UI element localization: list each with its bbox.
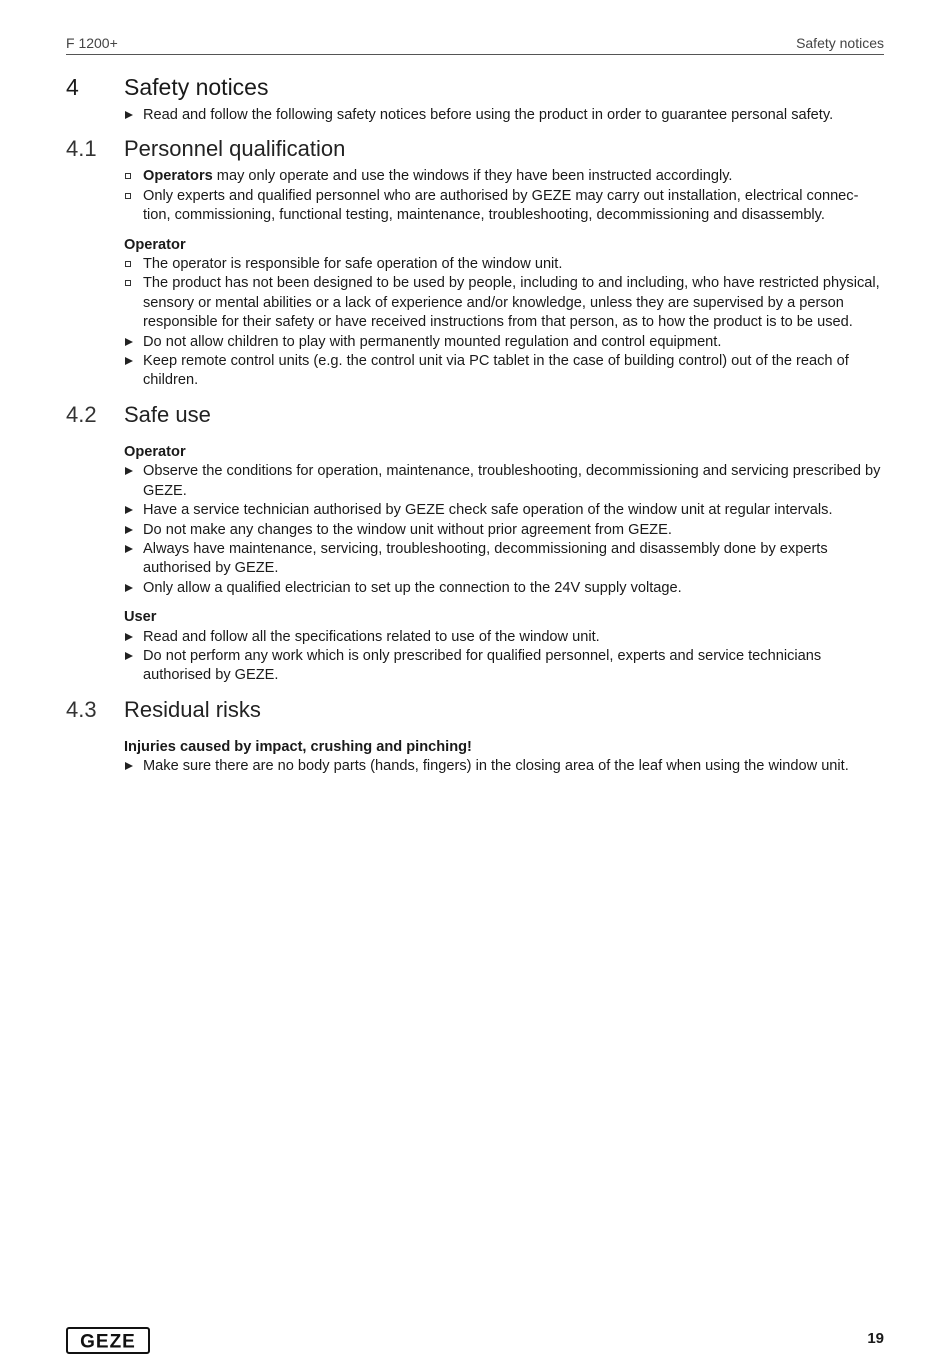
subsection-number: 4.1 [66,136,97,162]
list-item: Read and follow all the specifications related to use of the window unit. [124,628,886,647]
section-heading [66,72,886,106]
list-item: The operator is responsible for safe operation of the window unit. [124,255,886,274]
list-item: Keep remote control units (e.g. the control unit via PC tablet in the case of building control) out of the reach of children. [124,352,886,391]
list-item: The product has not been designed to be used by people, including to and including, who have restricted physical, sensory or mental abilities or a lack of experience and/or knowledge, unless they are supervised by a person responsible for their safety or have received instructions from that person, as to how the product is to be used. [124,274,886,332]
list-item: Always have maintenance, servicing, troubleshooting, decommissioning and disassembly done by experts authorised by GEZE. [124,540,886,579]
list-item: Only experts and qualified personnel who are authorised by GEZE may carry out installation, electrical connec- tion, commissioning, functional testing, maintenance, troubleshooting, decommissioning and disassembly. [124,187,886,226]
subsection-title: Personnel qualification [124,136,346,162]
list-item [124,167,886,186]
subsection-title: Residual risks [124,696,261,722]
section-number: 4 [66,74,79,100]
document-name: F 1200+ [66,35,118,51]
subsection-heading-4-1 [66,135,886,167]
subsection-title: Safe use [124,401,211,427]
subsection-heading-4-3 [66,696,886,728]
chapter-name: Safety notices [796,35,884,51]
subsection-body-4-1 [66,167,886,390]
subsection-body-4-2 [66,443,886,686]
list-item: Do not make any changes to the window unit without prior agreement from GEZE. [124,521,886,540]
list-item: Do not perform any work which is only prescribed for qualified personnel, experts and service technicians authorised by GEZE. [124,647,886,686]
logo-text: GEZE [80,1331,136,1353]
subsection-number: 4.2 [66,401,97,427]
subsection-number: 4.3 [66,696,97,722]
section-intro [66,106,886,125]
operator-heading: Operator [124,236,186,253]
list-item: Make sure there are no body parts (hands, fingers) in the closing area of the leaf when using the window unit. [124,757,886,776]
subsection-heading-4-2 [66,401,886,433]
hazard-heading: Injuries caused by impact, crushing and pinching! [124,738,472,755]
operator-heading: Operator [124,443,186,460]
page-content [66,72,886,777]
geze-logo [66,1327,150,1354]
page-header [66,34,884,55]
list-item: Have a service technician authorised by GEZE check safe operation of the window unit at regular intervals. [124,501,886,520]
subsection-body-4-3 [66,738,886,777]
user-heading: User [124,609,157,626]
list-item: Only allow a qualified electrician to set up the connection to the 24V supply voltage. [124,579,886,598]
emphasis-text: Operators [143,168,213,185]
list-item: Read and follow the following safety notices before using the product in order to guarantee personal safety. [124,106,886,125]
list-item-text: may only operate and use the windows if they have been instructed accordingly. [212,168,733,185]
page-number: 19 [867,1330,884,1347]
section-title: Safety notices [124,74,269,100]
list-item: Observe the conditions for operation, maintenance, troubleshooting, decommissioning and servicing prescribed by GEZE. [124,462,886,501]
list-item: Do not allow children to play with permanently mounted regulation and control equipment. [124,333,886,352]
